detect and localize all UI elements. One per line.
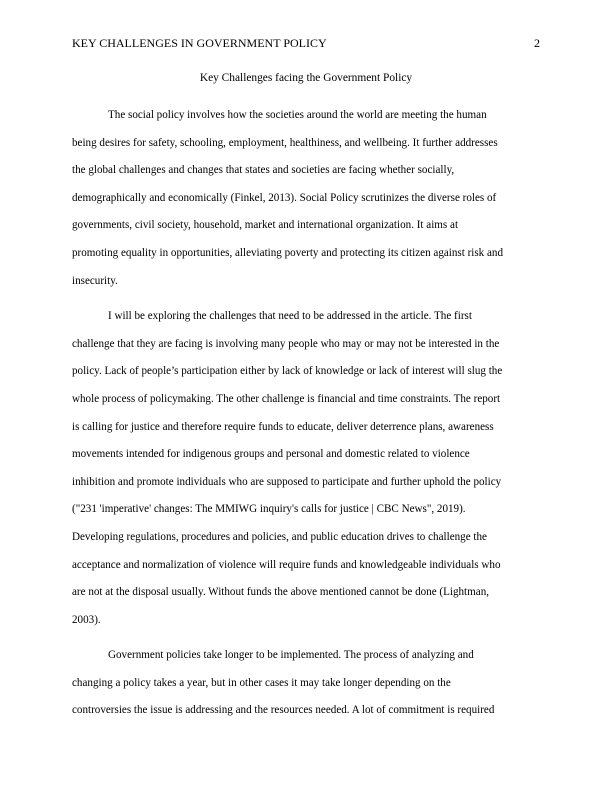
- document-body: [72, 102, 540, 733]
- paragraph-line: Government policies take longer to be implemented. The process of analyzing and: [108, 649, 474, 662]
- paragraph-line: controversies the issue is addressing and the resources needed. A lot of commitment is required: [72, 704, 495, 717]
- paragraph-line: being desires for safety, schooling, employment, healthiness, and wellbeing. It further addresses: [72, 136, 498, 149]
- paragraph-line: ("231 'imperative' changes: The MMIWG inquiry's calls for justice | CBC News", 2019).: [72, 503, 466, 516]
- paragraph-line: insecurity.: [72, 274, 118, 287]
- paragraph: [72, 303, 540, 634]
- paragraph-line: whole process of policymaking. The other challenge is financial and time constraints. The report: [72, 392, 501, 405]
- paragraph: [72, 642, 540, 725]
- paragraph-line: acceptance and normalization of violence will require funds and knowledgeable individuals who: [72, 558, 501, 571]
- paragraph-line: inhibition and promote individuals who are supposed to participate and further uphold the policy: [72, 475, 502, 488]
- paragraph-line: are not at the disposal usually. Without funds the above mentioned cannot be done (Lightman,: [72, 586, 490, 599]
- page-number: 2: [534, 36, 540, 50]
- paragraph-line: Developing regulations, procedures and policies, and public education drives to challenge the: [72, 530, 487, 543]
- document-title: Key Challenges facing the Government Policy: [199, 72, 413, 84]
- paragraph-line: challenge that they are facing is involving many people who may or may not be interested in the: [72, 337, 500, 350]
- running-head: [72, 36, 540, 52]
- paragraph-line: promoting equality in opportunities, alleviating poverty and protecting its citizen against risk and: [72, 246, 504, 259]
- paragraph-line: policy. Lack of people’s participation either by lack of knowledge or lack of interest will slug the: [72, 365, 503, 378]
- paragraph-line: changing a policy takes a year, but in other cases it may take longer depending on the: [72, 676, 451, 689]
- paragraph-line: the global challenges and changes that states and societies are facing whether socially,: [72, 164, 455, 177]
- paragraph-line: movements intended for indigenous groups and personal and domestic related to violence: [72, 448, 470, 461]
- paragraph-line: I will be exploring the challenges that need to be addressed in the article. The first: [108, 310, 472, 323]
- paragraph-line: The social policy involves how the societies around the world are meeting the human: [108, 109, 487, 121]
- paragraph-line: 2003).: [72, 613, 101, 626]
- paragraph-line: governments, civil society, household, market and international organization. It aims at: [72, 219, 459, 232]
- paragraph-line: is calling for justice and therefore require funds to educate, deliver deterrence plans, awareness: [72, 420, 494, 433]
- paragraph-line: demographically and economically (Finkel, 2013). Social Policy scrutinizes the diverse roles of: [72, 191, 497, 204]
- running-head-title: KEY CHALLENGES IN GOVERNMENT POLICY: [72, 36, 327, 50]
- paragraph: [72, 102, 540, 295]
